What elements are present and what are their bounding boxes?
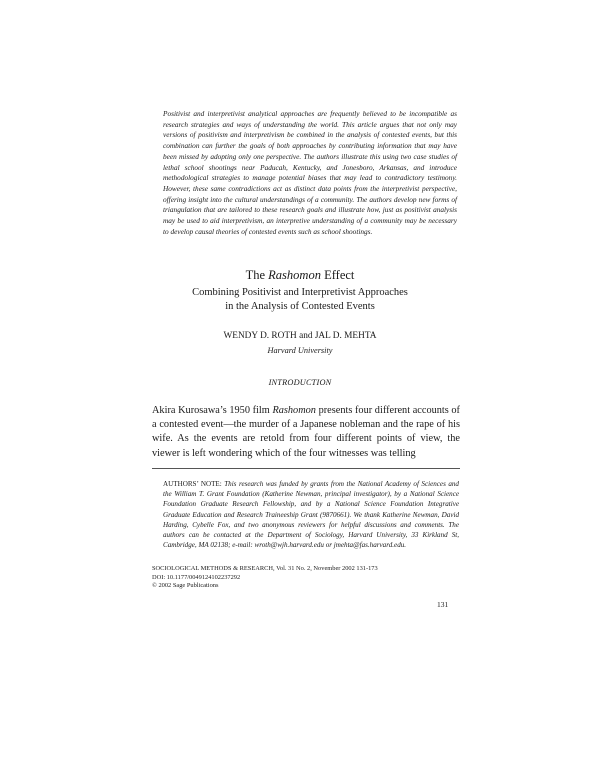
- body-film-title: Rashomon: [272, 405, 316, 416]
- body-paragraph: [152, 404, 460, 461]
- body-part-1: Akira Kurosawa’s 1950 film: [152, 405, 273, 416]
- author-affiliation: Harvard University: [267, 346, 333, 355]
- journal-copyright: © 2002 Sage Publications: [152, 582, 219, 590]
- footnote-divider: [152, 468, 460, 469]
- author-names: WENDY D. ROTH and JAL D. MEHTA: [223, 331, 377, 341]
- article-subtitle: [0, 286, 600, 314]
- abstract: Positivist and interpretivist analytical approaches are frequently believed to be incompatible as research strategies and ways of understanding the world. This article argues that not only may versions of positivism and interpretivism be combined in the analysis of contested events, but this combination can further the goals of both approaches by contributing information that may have been missed by adopting only one perspective. The authors illustrate this using two case studies of lethal school shootings near Paducah, Kentucky, and Jonesboro, Arkansas, and introduce methodological strategies to manage potential biases that may lead to contradictory testimony. However, these same contradictions act as distinct data points from the interpretivist perspective, offering insight into the cultural understandings of a community. The authors develop new forms of triangulation that are tailored to these research goals and illustrate how, just as positivist analysis may be used to aid interpretivism, an interpretive understanding of a community may be necessary to develop causal theories of contested events such as school shootings.: [163, 109, 457, 236]
- subtitle-line-2: in the Analysis of Contested Events: [225, 301, 375, 312]
- section-heading: INTRODUCTION: [268, 378, 332, 387]
- journal-info: [152, 565, 462, 591]
- title-prefix: The: [245, 268, 269, 282]
- body-part-2: presents four different accounts of a contested event—the murder of a Japanese nobleman and the rape of his wife. As the events are retold from four different points of view, the viewer is left wondering which of the four witnesses was telling: [152, 405, 460, 459]
- authors-note-label: AUTHORS’ NOTE:: [163, 480, 225, 488]
- subtitle-line-1: Combining Positivist and Interpretivist Approaches: [192, 287, 408, 298]
- authors-note-text: This research was funded by grants from the National Academy of Sciences and the William T. Grant Foundation (Katherine Newman, principal investigator), by a National Science Foundation Graduate Research Fellowship, and by a National Science Foundation Integrative Graduate Education and Research Traineeship Grant (9870661). We thank Katherine Newman, David Harding, Cybelle Fox, and two anonymous reviewers for helpful discussions and comments. The authors can be contacted at the Department of Sociology, Harvard University, 33 Kirkland St, Cambridge, MA 02138; e-mail: wroth@wjh.harvard.edu or jmehta@fas.harvard.edu.: [163, 480, 459, 550]
- title-italic: Rashomon: [268, 268, 321, 282]
- journal-doi: DOI: 10.1177/0049124102237292: [152, 573, 241, 581]
- page-number: 131: [437, 600, 449, 609]
- authors-note: [163, 479, 459, 550]
- article-title: [0, 268, 600, 283]
- journal-citation: SOCIOLOGICAL METHODS & RESEARCH, Vol. 31 No. 2, November 2002 131-173: [152, 565, 378, 572]
- title-suffix: Effect: [320, 268, 355, 282]
